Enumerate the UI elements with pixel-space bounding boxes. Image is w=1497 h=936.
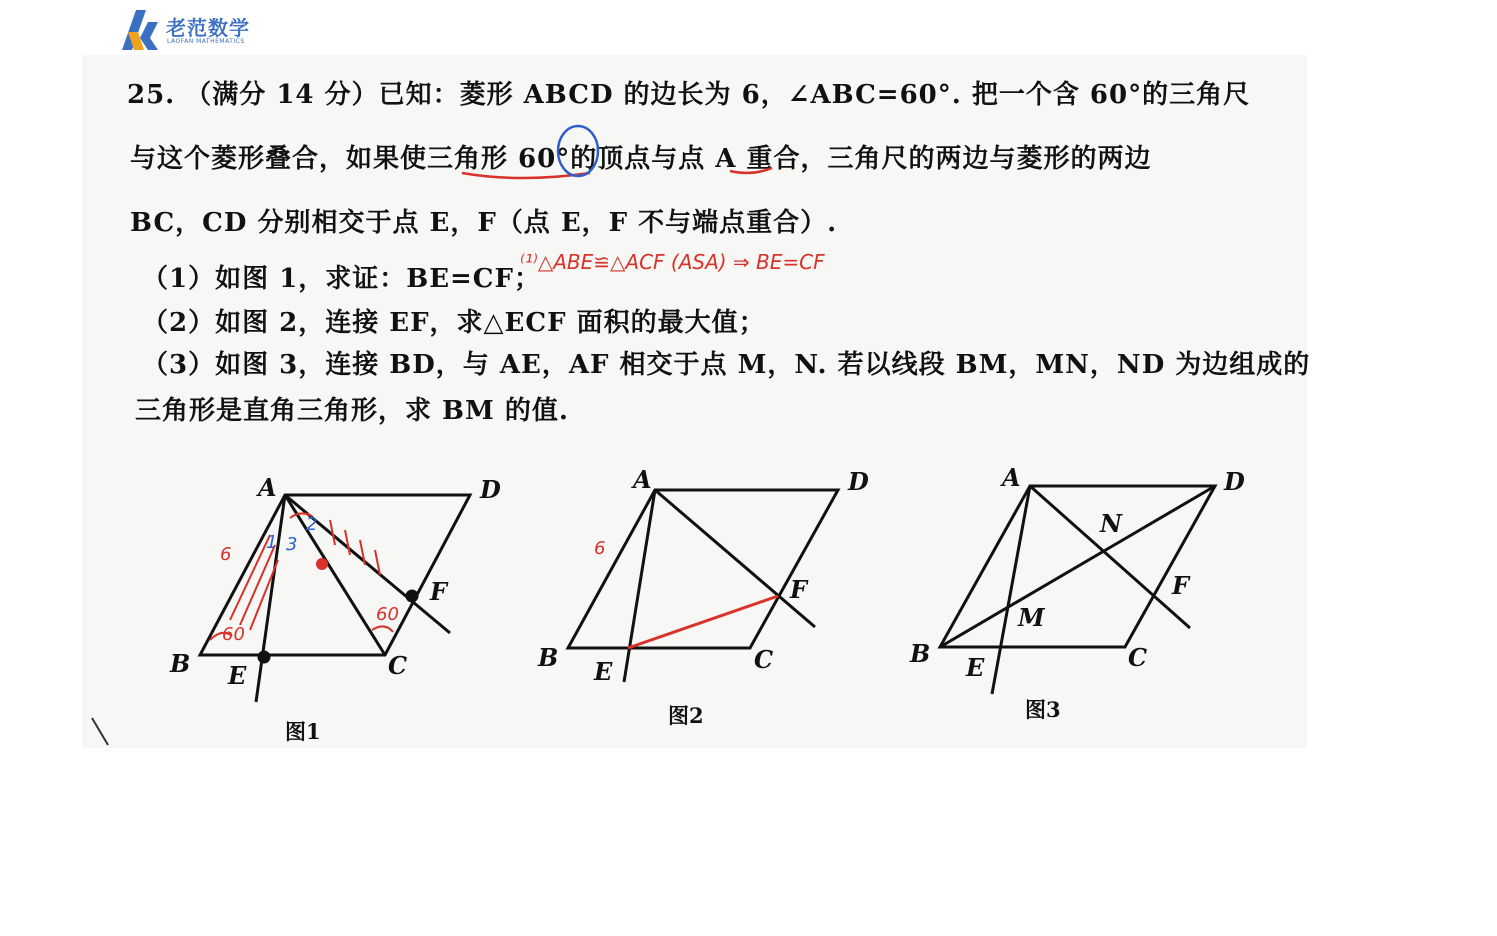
fig1-line-ac [285,495,385,655]
fig1-point-f [407,591,417,601]
fig2-label-e: E [594,657,613,686]
scan-edge-mark [92,718,108,745]
fig3-line-af [1030,486,1190,628]
figure-2-caption: 图2 [668,703,704,728]
brand-name: 老范数学 [166,16,250,40]
fig1-point-e [259,652,269,662]
handwritten-note: ⁽¹⁾△ABE≌△ACF (ASA) ⇒ BE=CF [520,250,825,274]
fig1-note-angle-b: 60 [222,624,245,645]
fig3-line-bd [940,486,1215,647]
fig3-label-a: A [1002,463,1021,492]
fig1-note-blue-2: 2 [306,514,318,535]
problem-line-2: 与这个菱形叠合，如果使三角形 60°的顶点与点 A 重合，三角尺的两边与菱形的两边 [130,144,1152,174]
figure-3-caption: 图3 [1025,697,1061,722]
fig2-line-af [655,490,815,627]
fig3-label-b: B [910,639,931,668]
figure-1-caption: 图1 [285,719,321,744]
fig3-label-m: M [1018,603,1045,632]
fig2-label-f: F [790,575,808,604]
fig1-label-b: B [170,649,191,678]
fig1-label-a: A [258,473,277,502]
fig1-line-ae [256,495,285,702]
fig2-rhombus [568,490,838,648]
fig1-label-e: E [228,661,247,690]
question-2: （2）如图 2，连接 EF，求△ECF 面积的最大值； [142,308,766,338]
question-1: （1）如图 1，求证：BE=CF； [142,264,541,294]
fig1-note-blue-3: 3 [286,534,298,555]
fig2-label-a: A [633,465,652,494]
problem-line-3: BC，CD 分别相交于点 E，F（点 E，F 不与端点重合）. [130,208,838,238]
fig2-label-b: B [538,643,559,672]
problem-line-1: 25. （满分 14 分）已知：菱形 ABCD 的边长为 6，∠ABC=60°. 把一个含 60°的三角尺 [127,80,1251,110]
fig1-note-blue-1: 1 [266,532,278,553]
fig2-note-side: 6 [594,538,606,559]
fig3-label-d: D [1224,467,1245,496]
underline-point-a [730,168,772,173]
text-annotations [462,126,772,178]
fig3-label-n: N [1100,509,1122,538]
circle-60-degree [558,126,598,176]
fig1-label-d: D [480,475,501,504]
question-3-cont: 三角形是直角三角形，求 BM 的值. [135,396,569,426]
fig1-note-side: 6 [220,544,232,565]
fig1-note-angle-c: 60 [376,604,399,625]
fig1-red-dot [316,558,328,570]
brand-subtitle: LAOFAN MATHEMATICS [167,38,245,45]
fig2-label-d: D [848,467,869,496]
fig1-label-c: C [388,651,408,680]
fig3-label-e: E [966,653,985,682]
fig3-label-f: F [1172,571,1190,600]
fig2-label-c: C [754,645,774,674]
fig3-label-c: C [1128,643,1148,672]
question-3: （3）如图 3，连接 BD，与 AE，AF 相交于点 M，N. 若以线段 BM，MN，ND 为边组成的 [142,350,1311,380]
fig1-label-f: F [430,577,448,606]
fig1-red-marks [210,513,393,640]
